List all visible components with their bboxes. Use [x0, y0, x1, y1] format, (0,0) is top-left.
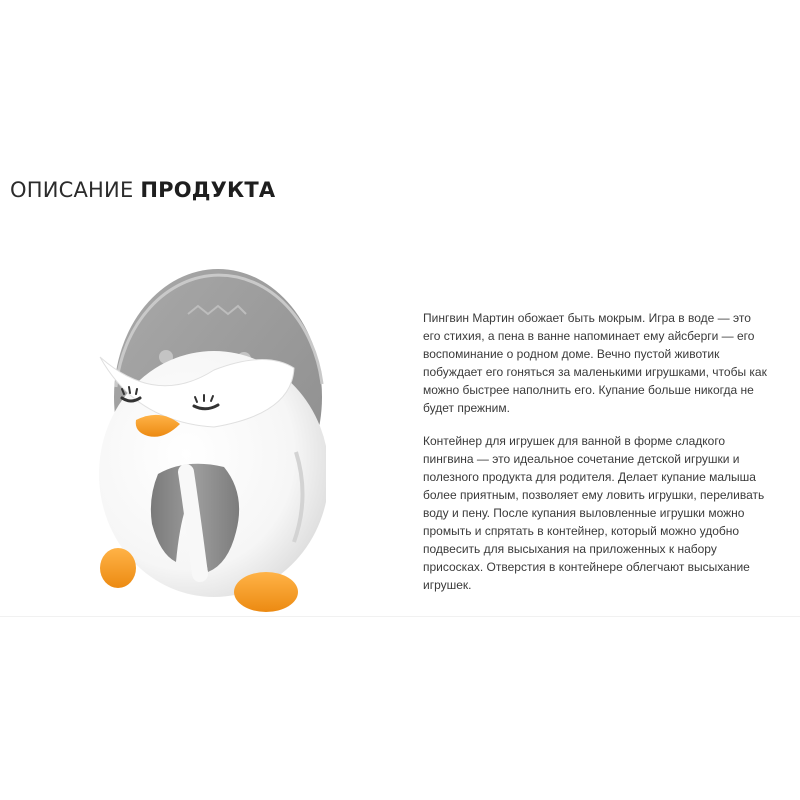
- section-divider: [0, 616, 800, 617]
- title-bold: ПРОДУКТА: [140, 178, 276, 202]
- product-image: [96, 262, 326, 614]
- description-paragraph-1: Пингвин Мартин обожает быть мокрым. Игра в воде — это его стихия, а пена в ванне напоминает ему айсберги — его воспоминание о родном доме. Вечно пустой животик побуждает его гоняться за маленькими игрушками, чтобы как можно быстрее наполнить его. Купание больше никогда не будет прежним.: [423, 311, 767, 415]
- description-paragraph-2: Контейнер для игрушек для ванной в форме сладкого пингвина — это идеальное сочетание детской игрушки и полезного продукта для родителя. Делает купание малыша более приятным, позволяет ему ловить игрушки, переливать воду и пену. После купания выловленные игрушки можно промыть и спрятать в контейнер, который можно удобно подвесить для высыхания на приложенных к набору присосках. Отверстия в контейнере облегчают высыхание игрушек.: [423, 434, 765, 592]
- section-title: [10, 178, 275, 202]
- product-description: [423, 309, 768, 609]
- title-light: ОПИСАНИЕ: [10, 178, 134, 202]
